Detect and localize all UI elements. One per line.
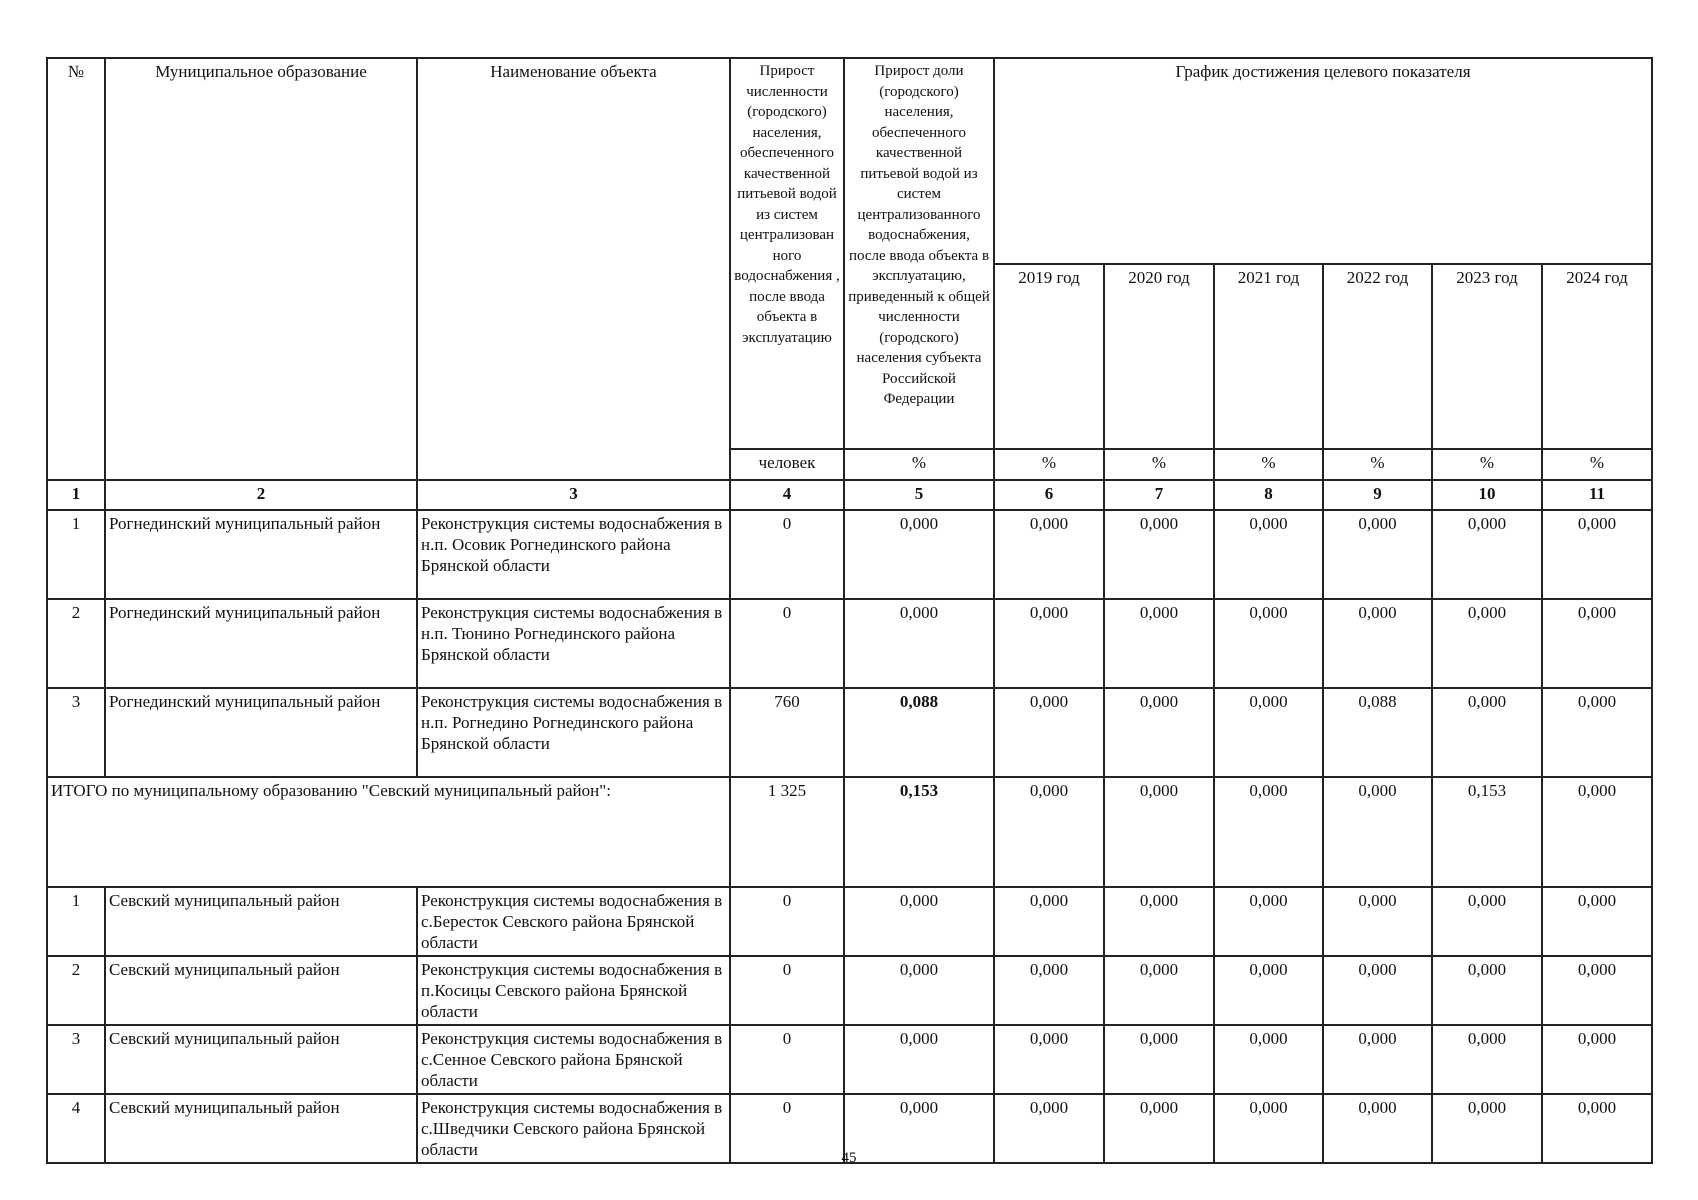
row-people: 0	[730, 1025, 844, 1094]
total-people: 1 325	[730, 777, 844, 887]
total-year-value: 0,000	[994, 777, 1104, 887]
table-row	[47, 599, 1652, 688]
row-municipality: Рогнединский муниципальный район	[105, 599, 417, 688]
total-year-value: 0,000	[1214, 777, 1323, 887]
row-year-value: 0,000	[1104, 956, 1214, 1025]
row-number: 1	[47, 887, 105, 956]
column-number: 8	[1214, 480, 1323, 510]
row-year-value: 0,000	[1323, 599, 1432, 688]
column-number: 6	[994, 480, 1104, 510]
table-row	[47, 956, 1652, 1025]
column-number: 9	[1323, 480, 1432, 510]
table-row	[47, 1025, 1652, 1094]
row-object: Реконструкция системы водоснабжения в с.Шведчики Севского района Брянской области	[417, 1094, 730, 1163]
header-share-growth: Прирост доли (городского) населения, обеспеченного качественной питьевой водой из систем централизованного водоснабжения, после ввода объекта в эксплуатацию, приведенный к общей численности (городского) населения субъекта Российской Федерации	[844, 58, 994, 449]
row-year-value: 0,000	[1432, 688, 1542, 777]
table-row	[47, 688, 1652, 777]
row-year-value: 0,000	[1214, 1094, 1323, 1163]
column-number: 5	[844, 480, 994, 510]
total-label: ИТОГО по муниципальному образованию "Севский муниципальный район":	[47, 777, 730, 887]
header-row	[47, 58, 1652, 264]
row-year-value: 0,000	[1104, 599, 1214, 688]
row-year-value: 0,000	[1323, 956, 1432, 1025]
row-year-value: 0,000	[1542, 887, 1652, 956]
row-object: Реконструкция системы водоснабжения в с.Бересток Севского района Брянской области	[417, 887, 730, 956]
header-year-2024: 2024 год	[1542, 264, 1652, 449]
unit-percent: %	[844, 449, 994, 480]
header-population-growth: Прирост численности (городского) населения, обеспеченного качественной питьевой водой из систем централизован ного водоснабжения , после ввода объекта в эксплуатацию	[730, 58, 844, 449]
header-year-2020: 2020 год	[1104, 264, 1214, 449]
unit-percent: %	[994, 449, 1104, 480]
row-year-value: 0,000	[994, 688, 1104, 777]
row-year-value: 0,000	[1104, 887, 1214, 956]
row-share: 0,000	[844, 599, 994, 688]
header-year-2022: 2022 год	[1323, 264, 1432, 449]
row-year-value: 0,000	[1432, 1094, 1542, 1163]
row-share: 0,000	[844, 887, 994, 956]
header-no: №	[47, 58, 105, 480]
column-number: 2	[105, 480, 417, 510]
row-year-value: 0,000	[1214, 599, 1323, 688]
row-year-value: 0,000	[1214, 1025, 1323, 1094]
row-year-value: 0,088	[1323, 688, 1432, 777]
unit-percent: %	[1323, 449, 1432, 480]
row-year-value: 0,000	[994, 510, 1104, 599]
row-number: 4	[47, 1094, 105, 1163]
row-year-value: 0,000	[1214, 956, 1323, 1025]
column-numbers-row	[47, 480, 1652, 510]
row-people: 0	[730, 887, 844, 956]
unit-people: человек	[730, 449, 844, 480]
row-municipality: Рогнединский муниципальный район	[105, 688, 417, 777]
header-object-name: Наименование объекта	[417, 58, 730, 480]
row-share: 0,000	[844, 1025, 994, 1094]
row-year-value: 0,000	[1432, 956, 1542, 1025]
row-year-value: 0,000	[994, 887, 1104, 956]
row-people: 0	[730, 510, 844, 599]
row-municipality: Севский муниципальный район	[105, 887, 417, 956]
page-number: 45	[841, 1150, 857, 1166]
row-municipality: Севский муниципальный район	[105, 956, 417, 1025]
row-year-value: 0,000	[1542, 510, 1652, 599]
row-number: 3	[47, 688, 105, 777]
row-municipality: Севский муниципальный район	[105, 1025, 417, 1094]
unit-percent: %	[1104, 449, 1214, 480]
total-share: 0,153	[844, 777, 994, 887]
table-row	[47, 887, 1652, 956]
row-year-value: 0,000	[994, 1094, 1104, 1163]
column-number: 11	[1542, 480, 1652, 510]
row-year-value: 0,000	[994, 1025, 1104, 1094]
row-year-value: 0,000	[1432, 887, 1542, 956]
row-year-value: 0,000	[1542, 599, 1652, 688]
row-year-value: 0,000	[1214, 688, 1323, 777]
row-year-value: 0,000	[1214, 510, 1323, 599]
row-share: 0,000	[844, 956, 994, 1025]
row-year-value: 0,000	[1542, 1025, 1652, 1094]
row-year-value: 0,000	[1432, 1025, 1542, 1094]
row-share: 0,000	[844, 1094, 994, 1163]
row-year-value: 0,000	[1542, 956, 1652, 1025]
row-people: 0	[730, 956, 844, 1025]
row-object: Реконструкция системы водоснабжения в п.Косицы Севского района Брянской области	[417, 956, 730, 1025]
row-year-value: 0,000	[1323, 1094, 1432, 1163]
header-year-2021: 2021 год	[1214, 264, 1323, 449]
row-year-value: 0,000	[1323, 510, 1432, 599]
row-object: Реконструкция системы водоснабжения в н.п. Тюнино Рогнединского района Брянской области	[417, 599, 730, 688]
row-number: 1	[47, 510, 105, 599]
row-municipality: Севский муниципальный район	[105, 1094, 417, 1163]
total-year-value: 0,000	[1323, 777, 1432, 887]
column-number: 3	[417, 480, 730, 510]
total-year-value: 0,000	[1542, 777, 1652, 887]
table-row	[47, 510, 1652, 599]
row-object: Реконструкция системы водоснабжения в н.п. Осовик Рогнединского района Брянской области	[417, 510, 730, 599]
row-people: 0	[730, 1094, 844, 1163]
target-indicator-table	[46, 57, 1653, 1164]
row-number: 2	[47, 956, 105, 1025]
column-number: 10	[1432, 480, 1542, 510]
row-year-value: 0,000	[1542, 1094, 1652, 1163]
row-year-value: 0,000	[1432, 510, 1542, 599]
row-people: 0	[730, 599, 844, 688]
row-year-value: 0,000	[994, 599, 1104, 688]
row-object: Реконструкция системы водоснабжения в с.Сенное Севского района Брянской области	[417, 1025, 730, 1094]
header-year-2019: 2019 год	[994, 264, 1104, 449]
header-municipality: Муниципальное образование	[105, 58, 417, 480]
unit-percent: %	[1214, 449, 1323, 480]
header-schedule: График достижения целевого показателя	[994, 58, 1652, 264]
row-year-value: 0,000	[1432, 599, 1542, 688]
row-number: 3	[47, 1025, 105, 1094]
row-year-value: 0,000	[1104, 510, 1214, 599]
row-share: 0,088	[844, 688, 994, 777]
row-year-value: 0,000	[1104, 688, 1214, 777]
row-year-value: 0,000	[1542, 688, 1652, 777]
unit-percent: %	[1542, 449, 1652, 480]
row-year-value: 0,000	[1323, 887, 1432, 956]
header-year-2023: 2023 год	[1432, 264, 1542, 449]
row-people: 760	[730, 688, 844, 777]
total-row	[47, 777, 1652, 887]
column-number: 4	[730, 480, 844, 510]
row-year-value: 0,000	[1214, 887, 1323, 956]
row-object: Реконструкция системы водоснабжения в н.п. Рогнедино Рогнединского района Брянской области	[417, 688, 730, 777]
row-year-value: 0,000	[994, 956, 1104, 1025]
row-municipality: Рогнединский муниципальный район	[105, 510, 417, 599]
row-year-value: 0,000	[1323, 1025, 1432, 1094]
unit-percent: %	[1432, 449, 1542, 480]
row-year-value: 0,000	[1104, 1025, 1214, 1094]
total-year-value: 0,153	[1432, 777, 1542, 887]
total-year-value: 0,000	[1104, 777, 1214, 887]
row-year-value: 0,000	[1104, 1094, 1214, 1163]
row-number: 2	[47, 599, 105, 688]
column-number: 1	[47, 480, 105, 510]
column-number: 7	[1104, 480, 1214, 510]
row-share: 0,000	[844, 510, 994, 599]
